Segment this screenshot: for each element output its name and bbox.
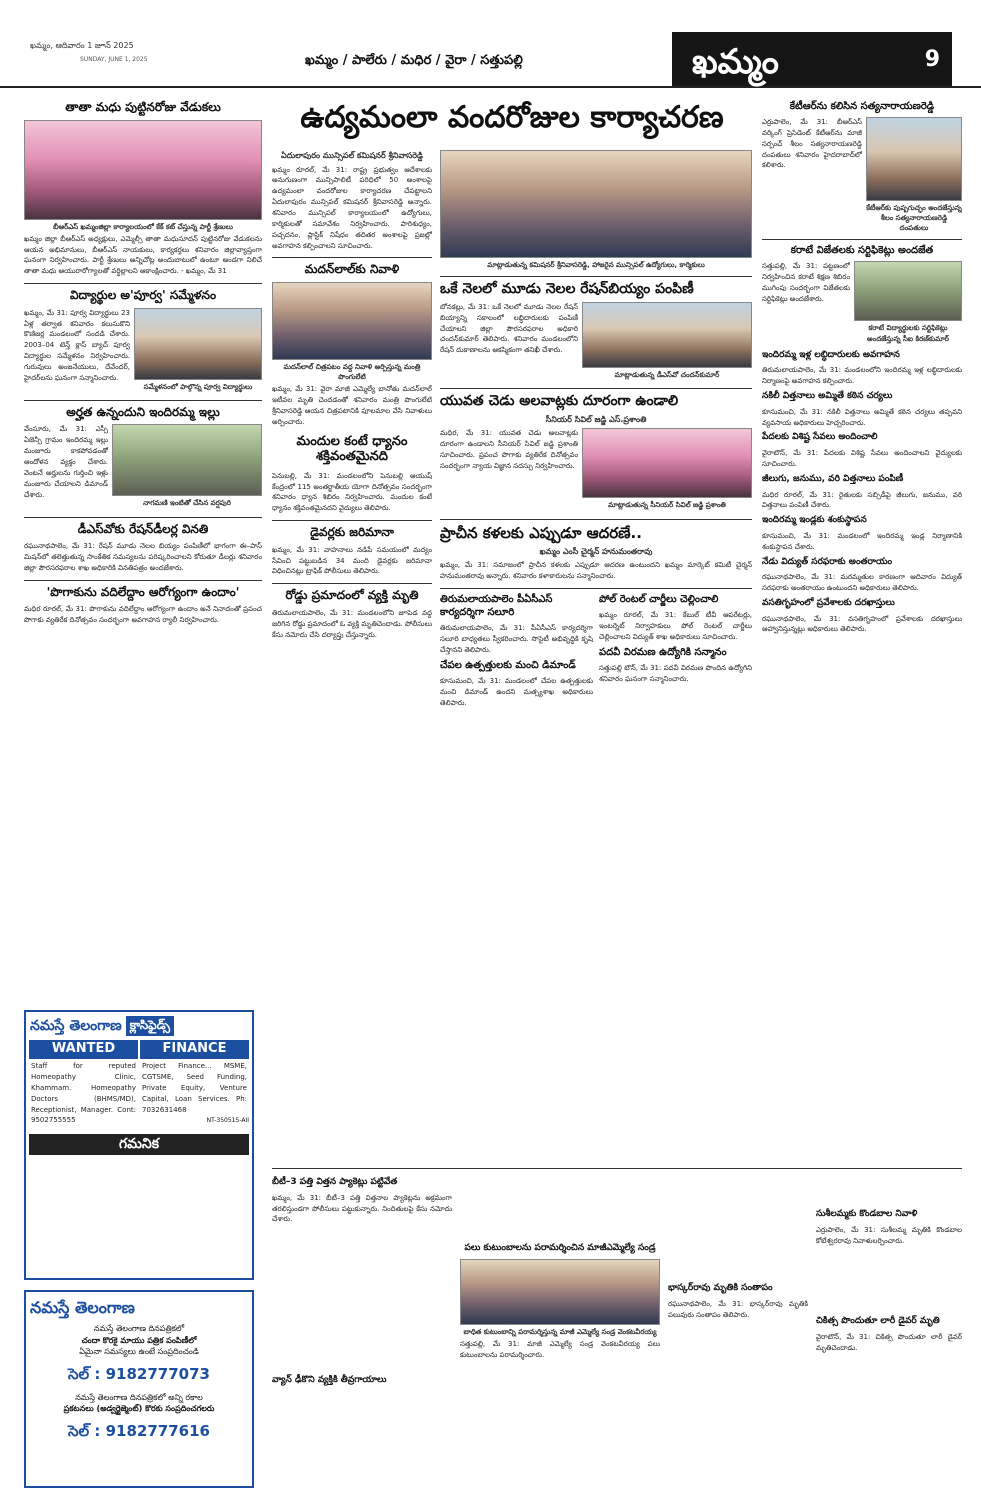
ad-line: నమస్తే తెలంగాణ దినపత్రికలో అన్ని రకాల xyxy=(75,1392,203,1402)
article-body: ఖమ్మం, మే 31: సమాజంలో ప్రాచీన కళలకు ఎప్పుడూ ఆదరణ ఉంటుందని ఖమ్మం మార్కెట్ కమిటీ చైర్మన్ హనుమంతరావు అన్నారు. శనివారం కళాకారులను సన్మానించారు. xyxy=(440,561,752,581)
article-body: కూసుమంచి, మే 31: మండలంలో ఇందిరమ్మ ఇండ్ల నిర్మాణానికి శంకుస్థాపన చేశారు. xyxy=(762,531,962,551)
ad-line: చందా కొరకై మాయు పత్రిక పంపిణీలో xyxy=(81,1335,197,1345)
finance-heading: FINANCE xyxy=(140,1040,249,1059)
headline: సుశీలమ్మకు కొండబాల నివాళి xyxy=(816,1209,918,1219)
headline: పేదలకు విశిష్ట సేవలు అందించాలి xyxy=(762,432,878,443)
article-body: ఖమ్మం, మే 31: వాహనాలు నడిపే సమయంలో మద్యం సేవించి పట్టుబడిన 34 మంది డైవర్లకు జరిమానా విధించినట్లు ట్రాఫిక్ పోలీసులు తెలిపారు. xyxy=(272,545,432,576)
notice-heading: గమనిక xyxy=(29,1134,249,1154)
article-body: రఘునాథపాలెం, మే 31: వసతిగృహంలో ప్రవేశాలకు దరఖాస్తులు ఆహ్వానిస్తున్నట్లు అధికారులు తెలిపారు. xyxy=(762,614,962,634)
date-te: ఖమ్మం, ఆదివారం 1 జూన్ 2025 xyxy=(30,41,134,50)
byline: సీనియర్ సివిల్ జడ్జి ఎస్.ప్రశాంతి xyxy=(545,414,647,424)
ad-text: Staff for reputed Homeopathy Clinic, Khammam. Homeopathy Doctors (BHMS/MD), Receptionist, Manager. Cont: 9502755555 xyxy=(31,1062,136,1125)
article-body: ఖమ్మం, మే 31: బీటీ–3 పత్తి విత్తనాల ప్యాకెట్లను అక్రమంగా తరలిస్తుండగా పోలీసులు పట్టుకున్నారు. నిందితులపై కేసు నమోదు చేశారు. xyxy=(272,1193,452,1224)
article-body: తిరుమలాయపాలెం, మే 31: మండలంలోని జూపెడ వద్ద జరిగిన రోడ్డు ప్రమాదంలో ఓ వ్యక్తి మృతిచెందాడు. పోలీసులు కేసు నమోదు చేసి దర్యాప్తు చేస్తున్నారు. xyxy=(272,608,432,639)
city-name: ఖమ్మం xyxy=(692,42,779,82)
article-body: సత్తుపల్లి టౌన్, మే 31: పదవీ విరమణ పొందిన ఉద్యోగిని శనివారం ఘనంగా సన్మానించారు. xyxy=(599,664,752,684)
brand-logo: నమస్తే తెలంగాణ xyxy=(30,1298,135,1317)
column-4 xyxy=(762,96,962,1156)
headline: జీలుగు, జనుము, వరి విత్తనాలు పంపిణీ xyxy=(762,473,904,484)
article-body: ఖమ్మం, మే 31: వైరా మాజీ ఎమ్మెల్యే బానోతు మదన్‌లాల్ ఇటీవల మృతి చెందడంతో శనివారం మంత్రి పొంగులేటి శ్రీనివాసరెడ్డి ఆయన చిత్రపటానికి పూలమాల వేసి నివాళులు అర్పించారు. xyxy=(272,385,432,426)
article-body: తిరుమలాయపాలెం, మే 31: మండలంలోని ఇందిరమ్మ ఇళ్ల లబ్ధిదారులకు నిర్మాణంపై అవగాహన కల్పించారు. xyxy=(762,366,962,386)
headline: విద్యార్థుల అ'పూర్వ' సమ్మేళనం xyxy=(69,288,217,303)
caption: బాధిత కుటుంబాన్ని పరామర్శిస్తున్న మాజీ ఎమ్మెల్యే సండ్ర వెంకటవీరయ్య xyxy=(463,1327,657,1336)
caption: బీఆర్ఎస్ ఖమ్మంజిల్లా కార్యాలయంలో కేక్ కట్ చేస్తున్న పార్టీ శ్రేణులు xyxy=(53,222,233,231)
caption: కేటీఆర్‌కు పుష్పగుచ్ఛం అందజేస్తున్న శీలం సత్యనారాయణరెడ్డి దంపతులు xyxy=(866,204,962,233)
headline: పోల్ రెంటల్ చార్జీలు చెల్లించాలి xyxy=(599,593,719,605)
article-body: రఘునాథపాలెం, మే 31: రేషన్ మూడు నెలల బియ్యం పంపిణీలో భాగంగా ఈ–పాస్ మిషన్‌లో తలెత్తుతున్న సాంకేతిక సమస్యలను పరిష్కరించాలని కోరుతూ డీలర్లు శనివారం జిల్లా పౌరసరఫరాల శాఖ అధికారికి వినతిపత్రం అందజేశారు. xyxy=(24,542,262,572)
photo xyxy=(440,150,752,258)
article-body: మధిర రూరల్, మే 31: పొగాకును వదిలేద్దాం ఆరోగ్యంగా ఉందాం అనే నినాదంతో ప్రపంచ పొగాకు వ్యతిరేక దినోత్సవం సందర్భంగా అవగాహన ర్యాలీ నిర్వహించారు. xyxy=(24,605,262,625)
date-en: SUNDAY, JUNE 1, 2025 xyxy=(80,56,148,63)
headline: ఒకే నెలలో మూడు నెలల రేషన్‌బియ్యం పంపిణీ xyxy=(440,281,694,298)
city-banner xyxy=(672,32,952,86)
article-body: వైరాటౌన్, మే 31: పేదలకు విశిష్ట సేవలు అందించాలని వైద్యులకు సూచించారు. xyxy=(762,449,962,468)
ad-text: Project Finance... MSME, CGTSME, Seed Funding, Private Equity, Venture Capital, Loan Services. Ph: 7032631468 xyxy=(142,1062,247,1114)
classifieds-ad xyxy=(24,1010,254,1280)
caption: సమ్మేళనంలో పాల్గొన్న పూర్వ విద్యార్థులు xyxy=(143,382,253,391)
phone-number: సెల్ : 9182777616 xyxy=(68,1421,210,1440)
headline: తాతా మధు పుట్టినరోజు వేడుకలు xyxy=(65,100,221,114)
article-body: మధిర, మే 31: యువత చెడు అలవాట్లకు దూరంగా ఉండాలని సీనియర్ సివిల్ జడ్జి ప్రశాంతి సూచించారు. ప్రపంచ పొగాకు వ్యతిరేక దినోత్సవం సందర్భంగా న్యాయ విజ్ఞాన సదస్సు నిర్వహించారు. xyxy=(440,429,578,470)
headline: ఇందిరమ్మ ఇండ్లకు శంకుస్థాపన xyxy=(762,515,867,526)
headline: అర్హత ఉన్నందుని ఇందిరమ్మ ఇల్లు xyxy=(66,404,220,419)
lead-headline: ఉద్యమంలా వందరోజుల కార్యాచరణ xyxy=(300,100,724,135)
headline: చికిత్స పొందుతూ లారీ డైవర్ మృతి xyxy=(816,1316,940,1327)
headline: పదవీ విరమణ ఉద్యోగికి సన్మానం xyxy=(599,647,727,659)
photo xyxy=(866,117,962,201)
photo xyxy=(272,282,432,360)
article-body: బోనకల్లు, మే 31: ఒకే నెలలో మూడు నెలల రేషన్ బియ్యాన్ని సకాలంలో లబ్ధిదారులకు పంపిణీ చేయాలని జిల్లా పౌరసరఫరాల అధికారి చందన్‌కుమార్ తెలిపారు. శనివారం మండలంలోని రేషన్ దుకాణాలను ఆకస్మికంగా తనిఖీ చేశారు. xyxy=(440,302,578,355)
byline: ఏదులాపురం మున్సిపల్ కమిషనర్ శ్రీనివాసరెడ్డి xyxy=(281,151,423,160)
article-body: తిరుమలాయపాలెం, మే 31: పీఏసీఎస్ కార్యదర్శిగా సలూరి బాధ్యతలు స్వీకరించారు. సొసైటీ అభివృద్ధికి కృషి చేస్తానని తెలిపారు. xyxy=(440,623,593,654)
headline: డీఎస్‌వోకు రేషన్‌డీలర్ల వినతి xyxy=(77,521,209,536)
article-body: రఘునాథపాలెం, మే 31: మరమ్మతుల కారణంగా ఆదివారం విద్యుత్ సరఫరాకు అంతరాయం ఉంటుందని అధికారులు తెలిపారు. xyxy=(762,573,962,593)
photo xyxy=(582,428,752,498)
headline: యువత చెడు అలవాట్లకు దూరంగా ఉండాలి xyxy=(440,393,679,410)
headline: వసతిగృహంలో ప్రవేశాలకు దరఖాస్తులు xyxy=(762,597,895,608)
headline: నేడు విద్యుత్ సరఫరాకు అంతరాయం xyxy=(762,556,893,567)
edition-list: ఖమ్మం / పాలేరు / మధిర / వైరా / సత్తుపల్లి xyxy=(305,53,523,68)
ad-line: ప్రకటనలు (అడ్వర్టైజ్మెంట్) కొరకు సంప్రదించగలరు xyxy=(63,1404,215,1414)
photo xyxy=(24,120,262,220)
article-body: సత్తుపల్లి, మే 31: పట్టణంలో నిర్వహించిన కరాటే శిక్షణ శిబిరం ముగింపు సందర్భంగా విజేతలకు సర్టిఫికెట్లు అందజేశారు. xyxy=(762,262,850,303)
headline: మందుల కంటే ధ్యానం శక్తివంతమైనది xyxy=(296,433,408,465)
wanted-heading: WANTED xyxy=(29,1040,138,1059)
article-body: ఎర్రుపాలెం, మే 31: బీఆర్ఎస్ వర్కింగ్ ప్రెసిడెంట్ కేటీఆర్‌ను మాజీ సర్పంచ్ శీలం సత్యనారాయణరెడ్డి దంపతులు శనివారం హైదరాబాద్‌లో కలిశారు. xyxy=(762,118,862,170)
headline: రోడ్డు ప్రమాదంలో వ్యక్తి మృతి xyxy=(285,588,419,603)
brand-logo: నమస్తే తెలంగాణ xyxy=(30,1018,122,1034)
headline: ప్రాచీన కళలకు ఎప్పుడూ ఆదరణే.. xyxy=(440,523,642,542)
masthead xyxy=(0,0,981,88)
caption: మాట్లాడుతున్న కమిషనర్ శ్రీనివాసరెడ్డి, హాజరైన మున్సిపల్ ఉద్యోగులు, కార్మికులు xyxy=(487,261,705,269)
headline: బీటీ–3 పత్తి విత్తన ప్యాకెట్లు పట్టివేత xyxy=(272,1177,398,1187)
headline: భాస్కర్‌రావు మృతికి సంతాపం xyxy=(668,1283,773,1293)
ad-code: NT-350515-AII xyxy=(206,1117,249,1125)
photo xyxy=(582,302,752,368)
column-3 xyxy=(440,96,752,1156)
classifieds-label: క్లాసిఫైడ్స్ xyxy=(126,1016,174,1035)
column-2 xyxy=(272,96,432,1156)
article-body: ఖమ్మం, మే 31: పూర్వ విద్యార్థులు 23 ఏళ్ల తర్వాత శనివారం కలుసుకొని కొణిజర్ల మండలంలో సందడి చేశారు. 2003–04 టెన్త్ క్లాస్ బ్యాచ్ పూర్వ విద్యార్థుల సమ్మేళనం నిర్వహించారు. గురువులు అంజనేయులు, దేవేందర్, హైదర్‌లను ఘనంగా సన్మానించారు. xyxy=(24,308,130,382)
headline: చేపల ఉత్పత్తులకు మంచి డిమాండ్ xyxy=(440,660,576,672)
headline: ఇందిరమ్మ ఇళ్ల లబ్ధిదారులకు అవగాహన xyxy=(762,349,900,360)
article-body: ఖమ్మం జిల్లా బీఆర్ఎస్ అధ్యక్షులు, ఎమ్మెల్సీ తాతా మధుసూదన్ పుట్టినరోజు వేడుకలను ఆయన అభిమానులు, బీఆర్ఎస్ నాయకులు, కార్యకర్తలు శనివారం జిల్లావ్యాప్తంగా ఘనంగా నిర్వహించారు. పార్టీ శ్రేణులు అన్నిచోట్ల అందుబాటులో ఉంటూ అండగా నిలిచే తాతా మధు ఆయురారోగ్యాలతో వర్ధిల్లాలని ఆకాంక్షించారు. - ఖమ్మం, మే 31 xyxy=(24,234,262,276)
headline: మదన్‌లాల్‌కు నివాళి xyxy=(304,262,400,277)
headline: కరాటే విజేతలకు సర్టిఫికెట్లు అందజేత xyxy=(790,245,934,257)
ad-line: ఏమైనా సమస్యలు ఉంటే సంప్రదించండి xyxy=(79,1347,199,1357)
article-body: మధిర రూరల్, మే 31: రైతులకు సబ్సిడీపై జీలుగు, జనుము, వరి విత్తనాలు పంపిణీ చేశారు. xyxy=(762,490,962,510)
headline: కేటీఆర్‌ను కలిసిన సత్యనారాయణరెడ్డి xyxy=(789,101,935,112)
photo xyxy=(112,424,262,496)
headline: పలు కుటుంబాలను పరామర్శించిన మాజీఎమ్మెల్యే సండ్ర xyxy=(464,1243,656,1253)
caption: మాట్లాడుతున్న సీనియర్ సివిల్ జడ్జి ప్రశాంతి xyxy=(608,501,726,510)
article-body: ఖమ్మం రూరల్, మే 31: కేబుల్ టీవీ ఆపరేటర్లు, ఇంటర్నెట్ నిర్వాహకులు పోల్ రెంటల్ చార్జీలు చెల్లించాలని విద్యుత్ శాఖ అధికారులు సూచించారు. xyxy=(599,610,752,641)
photo xyxy=(134,308,262,380)
article-body: వైరాటౌన్, మే 31: చికిత్స పొందుతూ లారీ డైవర్ మృతిచెందాడు. xyxy=(816,1333,962,1352)
article-body: కూసుమంచి, మే 31: నకిలీ విత్తనాలు అమ్మితే కఠిన చర్యలు తప్పవని వ్యవసాయ అధికారులు హెచ్చరించారు. xyxy=(762,407,962,427)
caption: నాగమణి ఇంటితో చేసిన వర్షపురి xyxy=(143,499,231,508)
article-body: వేంసూరు, మే 31: ఎస్సీ ఏజెన్సీ గ్రామం ఇందిరమ్మ ఇల్లు మంజూరు కాకపోవడంతో ఆందోళన వ్యక్తం చేశారు. వెంటనే అర్హులను గుర్తించి ఇళ్లు మంజూరు చేయాలని డిమాండ్ చేశారు. xyxy=(24,425,108,499)
caption: కరాటే విద్యార్థులకు సర్టిఫికెట్లు అందజేస్తున్న సీఐ కిరణ్‌కుమార్ xyxy=(867,324,949,343)
caption: మాట్లాడుతున్న డీఎస్‌వో చందన్‌కుమార్ xyxy=(614,370,720,379)
photo xyxy=(854,261,962,321)
article-body: ఖమ్మం రూరల్, మే 31: రాష్ట్ర ప్రభుత్వం ఆదేశాలకు అనుగుణంగా మున్సిపాలిటీ పరిధిలో 50 అంశాలపై ఉద్యమంలా వందరోజుల కార్యాచరణ చేపట్టాలని ఏదులాపురం మున్సిపల్ కమిషనర్ శ్రీనివాసరెడ్డి అన్నారు. శనివారం మున్సిపల్ కార్యాలయంలో ఉద్యోగులు, కార్మికులతో సమావేశం నిర్వహించారు. పారిశుధ్యం, పచ్చదనం, ప్లాస్టిక్ నిషేధం తదితర అంశాలపై ప్రజల్లో అవగాహన కల్పించాలని సూచించారు. xyxy=(272,165,432,250)
article-body: పెనుబల్లి, మే 31: మండలంలోని పెనుబల్లి ఆయుష్ కేంద్రంలో 115 అంతర్జాతీయ యోగా దినోత్సవం సందర్భంగా శనివారం ధ్యాన శిబిరం నిర్వహించారు. మందుల కంటే ధ్యానం శక్తివంతమైనదని వైద్యులు తెలిపారు. xyxy=(272,471,432,513)
ad-line: నమస్తే తెలంగాణ దినపత్రికలో xyxy=(93,1324,185,1334)
subscription-ad xyxy=(24,1290,254,1488)
byline: ఖమ్మం ఎంసీ చైర్మన్ హనుమంతరావు xyxy=(539,546,653,556)
article-body: రఘునాథపాలెం, మే 31: భాస్కర్‌రావు మృతికి పలువురు సంతాపం తెలిపారు. xyxy=(668,1299,808,1319)
headline: డైవర్లకు జరిమానా xyxy=(310,525,394,540)
headline: 'పొగాకును వదిలేద్దాం ఆరోగ్యంగా ఉందాం' xyxy=(46,584,240,599)
article-body: ఎర్రుపాలెం, మే 31: సుశీలమ్మ మృతికి కొండబాల కోటేశ్వరరావు నివాళులర్పించారు. xyxy=(816,1225,962,1245)
bottom-section xyxy=(272,1168,962,1488)
headline: వ్యాన్ ఢీకొని వ్యక్తికి తీవ్రగాయాలు xyxy=(272,1375,387,1386)
article-body: కూసుమంచి, మే 31: మండలంలో చేపల ఉత్పత్తులకు మంచి డిమాండ్ ఉందని మత్స్యశాఖ అధికారులు తెలిపారు. xyxy=(440,677,593,708)
phone-number: సెల్ : 9182777073 xyxy=(68,1364,210,1383)
page-number: 9 xyxy=(924,47,940,72)
headline: తిరుమలాయపాలెం పీఏసీఎస్ కార్యదర్శిగా సలూరి xyxy=(440,593,553,618)
article-body: సత్తుపల్లి, మే 31: మాజీ ఎమ్మెల్యే సండ్ర వెంకటవీరయ్య పలు కుటుంబాలను పరామర్శించారు. xyxy=(460,1339,660,1359)
caption: మదన్‌లాల్ చిత్రపటం వద్ద నివాళి అర్పిస్తున్న మంత్రి పొంగులేటి xyxy=(283,362,421,382)
headline: నకిలీ విత్తనాలు అమ్మితే కఠిన చర్యలు xyxy=(762,391,893,402)
photo xyxy=(460,1259,660,1325)
